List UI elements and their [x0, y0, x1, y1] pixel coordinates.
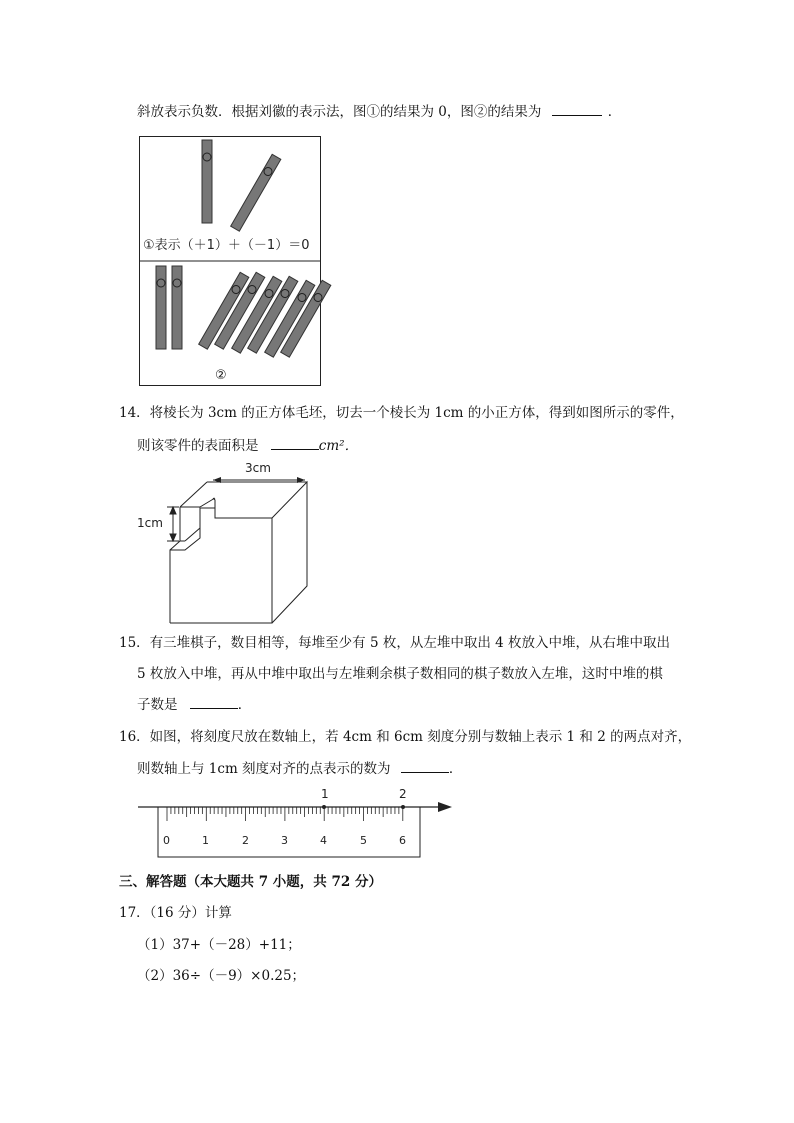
q14-dim-top-label: 3cm: [245, 461, 271, 475]
ruler-label-2: 2: [242, 834, 249, 847]
section3-heading: 三、解答题（本大题共 7 小题，共 72 分）: [119, 874, 382, 890]
fig2-vertical-rod: [156, 266, 166, 349]
q17-item-2: （2）36÷（－9）×0.25；: [137, 968, 306, 984]
q15-line3-after: ．: [237, 697, 252, 713]
fig1-caption: ①表示（＋1）＋（－1）＝0: [143, 238, 310, 253]
q14-line1: 14．将棱长为 3cm 的正方体毛坯，切去一个棱长为 1cm 的小正方体，得到如图所示的零件，: [119, 405, 684, 421]
axis-label-2: 2: [399, 787, 407, 801]
q16-line2-before: 则数轴上与 1cm 刻度对齐的点表示的数为: [137, 761, 391, 777]
q16-line2: [137, 760, 462, 778]
q16-answer-blank[interactable]: [401, 760, 449, 773]
ruler-label-4: 4: [320, 834, 327, 847]
ruler-label-3: 3: [281, 834, 288, 847]
q15-line3-before: 子数是: [137, 697, 178, 713]
q17-title: 17．（16 分）计算: [119, 905, 232, 921]
q16-line1: 16．如图，将刻度尺放在数轴上，若 4cm 和 6cm 刻度分别与数轴上表示 1 和 2 的两点对齐，: [119, 729, 692, 745]
q13-answer-blank[interactable]: [552, 103, 602, 116]
q15-line2: 5 枚放入中堆，再从中堆中取出与左堆剩余棋子数相同的棋子数放入左堆，这时中堆的棋: [137, 666, 663, 682]
q15-line3: [137, 696, 251, 714]
q14-answer-blank[interactable]: [271, 437, 319, 450]
fig1-slanted-rod: [231, 154, 281, 231]
q13-text: [137, 103, 621, 121]
q13-text-after: ．: [607, 104, 622, 120]
number-line-arrow: [438, 802, 452, 812]
ruler-body: [158, 807, 420, 857]
ruler-label-5: 5: [360, 834, 367, 847]
q16-line2-after: ．: [448, 761, 463, 777]
q17-item-1: （1）37+（－28）+11；: [137, 937, 301, 953]
q14-line2-before: 则该零件的表面积是: [137, 438, 259, 454]
fig1-vertical-rod: [202, 140, 212, 223]
q14-line2: [137, 437, 358, 455]
axis-label-1: 1: [321, 787, 329, 801]
fig2-caption: ②: [215, 368, 227, 383]
ruler-ticks: [167, 807, 403, 821]
q14-dim-left-label: 1cm: [137, 516, 163, 530]
q15-line1: 15．有三堆棋子，数目相等，每堆至少有 5 枚，从左堆中取出 4 枚放入中堆，从右堆中取出: [119, 635, 671, 651]
ruler-label-0: 0: [163, 834, 170, 847]
fig2-vertical-rod: [172, 266, 182, 349]
q15-answer-blank[interactable]: [190, 696, 238, 709]
q13-text-before: 斜放表示负数．根据刘徽的表示法，图①的结果为 0，图②的结果为: [137, 104, 542, 120]
q14-cube-figure: [135, 458, 325, 628]
q14-unit: cm²．: [318, 438, 359, 454]
q16-ruler-figure: [138, 785, 458, 860]
q13-rod-figure: [139, 136, 321, 386]
ruler-label-6: 6: [399, 834, 406, 847]
ruler-label-1: 1: [202, 834, 209, 847]
